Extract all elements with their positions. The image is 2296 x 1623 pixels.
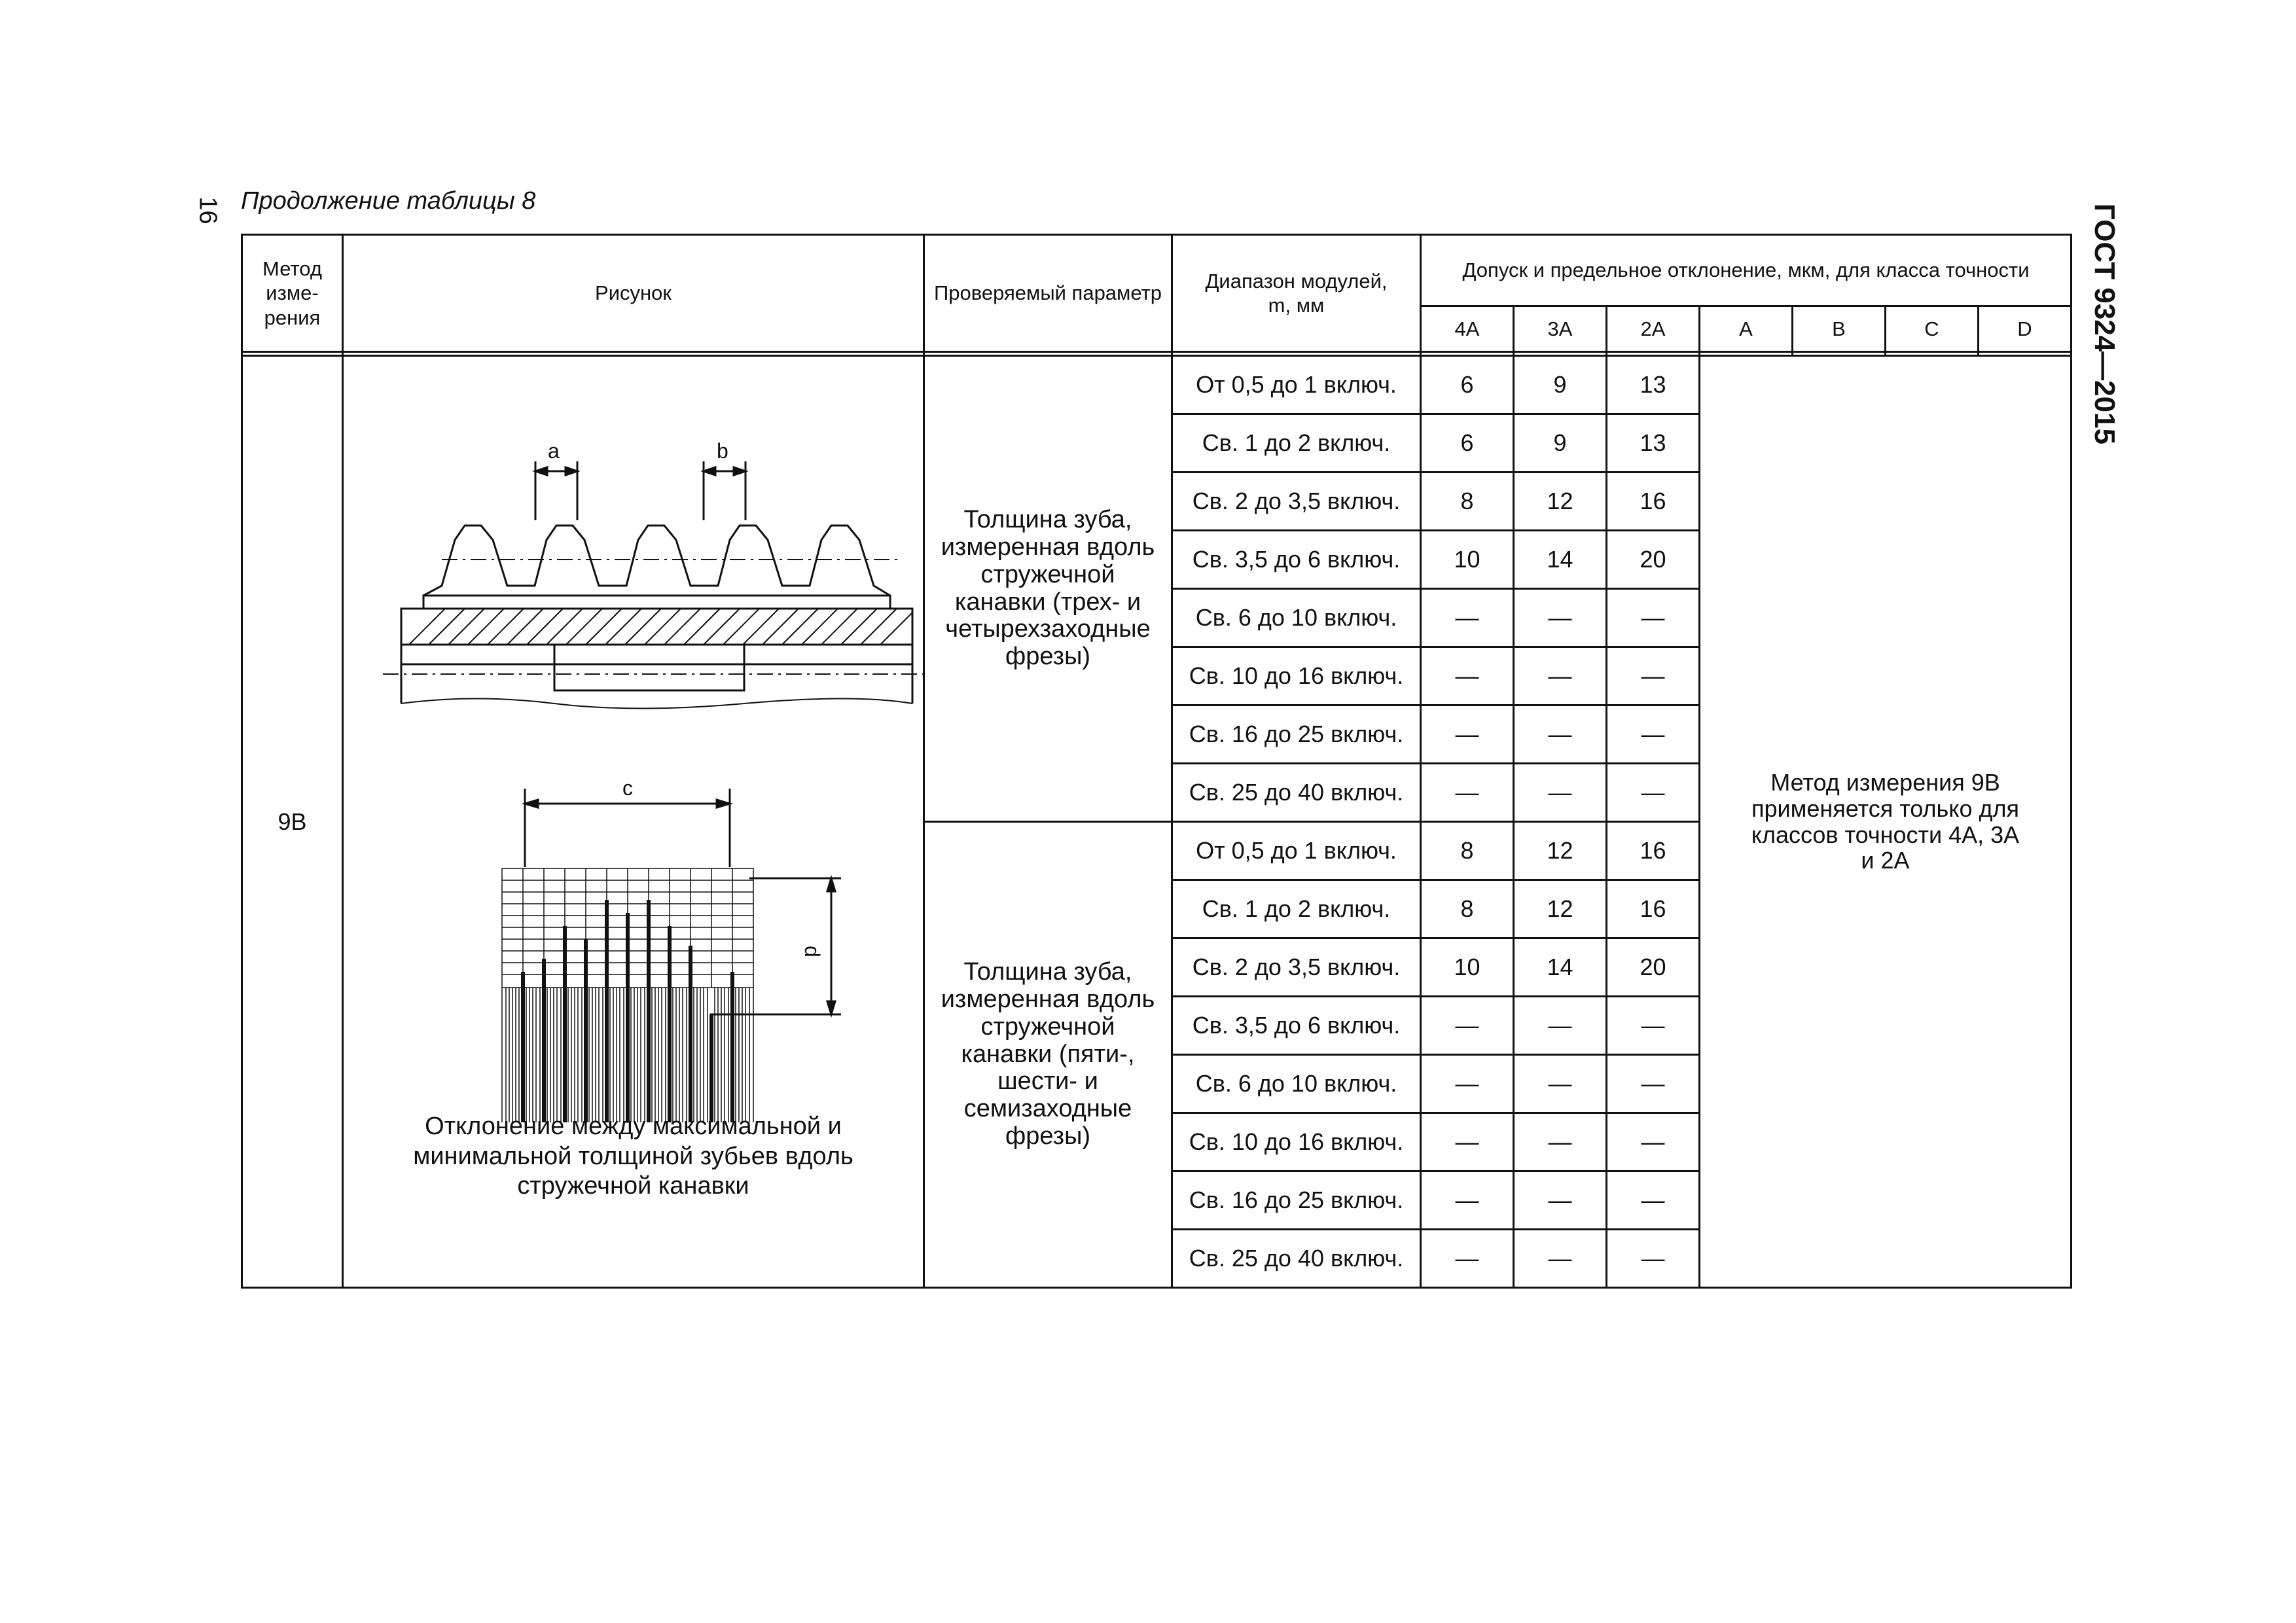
value-4a: — (1421, 1230, 1514, 1288)
value-4a: 10 (1421, 938, 1514, 997)
value-2a: — (1607, 705, 1700, 764)
value-3a: — (1514, 1171, 1607, 1230)
standard-code: ГОСТ 9324—2015 (2089, 203, 2121, 445)
value-3a: — (1514, 1113, 1607, 1171)
value-2a: — (1607, 997, 1700, 1055)
range-cell: Св. 1 до 2 включ. (1172, 414, 1421, 473)
range-cell: Св. 6 до 10 включ. (1172, 1055, 1421, 1113)
value-4a: — (1421, 1171, 1514, 1230)
page-number: 16 (194, 196, 222, 224)
parameter-cell: Толщина зуба, измеренная вдоль стружечной канавки (пяти-, шести- и семизаходные фрезы) (924, 822, 1172, 1288)
value-4a: — (1421, 997, 1514, 1055)
value-2a: 13 (1607, 356, 1700, 414)
class-header: 4А (1421, 306, 1514, 352)
value-2a: — (1607, 647, 1700, 705)
range-cell: Св. 16 до 25 включ. (1172, 705, 1421, 764)
range-cell: Св. 1 до 2 включ. (1172, 880, 1421, 938)
value-2a: 16 (1607, 822, 1700, 880)
range-cell: Св. 10 до 16 включ. (1172, 647, 1421, 705)
header-tolerance: Допуск и предельное отклонение, мкм, для класса точности (1421, 235, 2072, 306)
label-a: a (548, 439, 560, 463)
label-d: d (800, 946, 824, 957)
value-3a: 9 (1514, 356, 1607, 414)
value-2a: — (1607, 1113, 1700, 1171)
value-2a: 20 (1607, 938, 1700, 997)
value-2a: — (1607, 1230, 1700, 1288)
header-method: Метод изме-рения (242, 235, 343, 352)
table-caption: Продолжение таблицы 8 (241, 187, 536, 215)
range-cell: Св. 10 до 16 включ. (1172, 1113, 1421, 1171)
value-4a: — (1421, 764, 1514, 822)
header-modules (1172, 235, 1421, 352)
value-2a: — (1607, 589, 1700, 647)
value-3a: 12 (1514, 880, 1607, 938)
value-3a: 12 (1514, 473, 1607, 531)
value-3a: — (1514, 1055, 1607, 1113)
figure-cell (343, 356, 924, 1288)
value-3a: — (1514, 705, 1607, 764)
range-cell: Св. 2 до 3,5 включ. (1172, 473, 1421, 531)
range-cell: Св. 16 до 25 включ. (1172, 1171, 1421, 1230)
value-3a: 12 (1514, 822, 1607, 880)
value-2a: 13 (1607, 414, 1700, 473)
value-4a: — (1421, 1113, 1514, 1171)
value-4a: 8 (1421, 473, 1514, 531)
class-header: А (1700, 306, 1793, 352)
class-header: С (1886, 306, 1979, 352)
value-3a: — (1514, 764, 1607, 822)
range-cell: Св. 25 до 40 включ. (1172, 1230, 1421, 1288)
header-modules-label: Диапазон модулей, (1205, 269, 1388, 293)
value-4a: 10 (1421, 531, 1514, 589)
range-cell: От 0,5 до 1 включ. (1172, 356, 1421, 414)
value-4a: — (1421, 589, 1514, 647)
label-c: c (622, 776, 633, 800)
value-2a: — (1607, 1055, 1700, 1113)
value-3a: — (1514, 589, 1607, 647)
value-2a: — (1607, 764, 1700, 822)
range-cell: От 0,5 до 1 включ. (1172, 822, 1421, 880)
value-2a: 16 (1607, 880, 1700, 938)
value-4a: 8 (1421, 822, 1514, 880)
value-4a: — (1421, 647, 1514, 705)
value-2a: 16 (1607, 473, 1700, 531)
value-4a: 8 (1421, 880, 1514, 938)
value-4a: — (1421, 705, 1514, 764)
class-header: D (1979, 306, 2072, 352)
note-cell: Метод измерения 9В применяется только для классов точности 4А, 3А и 2А (1700, 356, 2072, 1288)
value-4a: — (1421, 1055, 1514, 1113)
range-cell: Св. 3,5 до 6 включ. (1172, 531, 1421, 589)
class-header: 2А (1607, 306, 1700, 352)
method-cell: 9В (242, 356, 343, 1288)
value-3a: 14 (1514, 938, 1607, 997)
value-4a: 6 (1421, 356, 1514, 414)
value-3a: — (1514, 997, 1607, 1055)
range-cell: Св. 3,5 до 6 включ. (1172, 997, 1421, 1055)
range-cell: Св. 25 до 40 включ. (1172, 764, 1421, 822)
value-2a: 20 (1607, 531, 1700, 589)
class-header: В (1793, 306, 1886, 352)
value-3a: — (1514, 1230, 1607, 1288)
parameter-cell: Толщина зуба, измеренная вдоль стружечной канавки (трех- и четырехзаходные фрезы) (924, 356, 1172, 822)
table-row (242, 356, 2072, 414)
value-3a: 14 (1514, 531, 1607, 589)
header-row (242, 235, 2072, 306)
value-3a: — (1514, 647, 1607, 705)
header-figure: Рисунок (343, 235, 924, 352)
range-cell: Св. 6 до 10 включ. (1172, 589, 1421, 647)
value-4a: 6 (1421, 414, 1514, 473)
label-b: b (717, 439, 728, 463)
figure-caption: Отклонение между максимальной и минимальной толщиной зубьев вдоль стружечной канавки (413, 1113, 853, 1200)
value-3a: 9 (1514, 414, 1607, 473)
tolerance-table (241, 234, 2072, 1289)
header-modules-unit: m, мм (1268, 294, 1325, 317)
class-header: 3А (1514, 306, 1607, 352)
value-2a: — (1607, 1171, 1700, 1230)
header-parameter: Проверяемый параметр (924, 235, 1172, 352)
range-cell: Св. 2 до 3,5 включ. (1172, 938, 1421, 997)
